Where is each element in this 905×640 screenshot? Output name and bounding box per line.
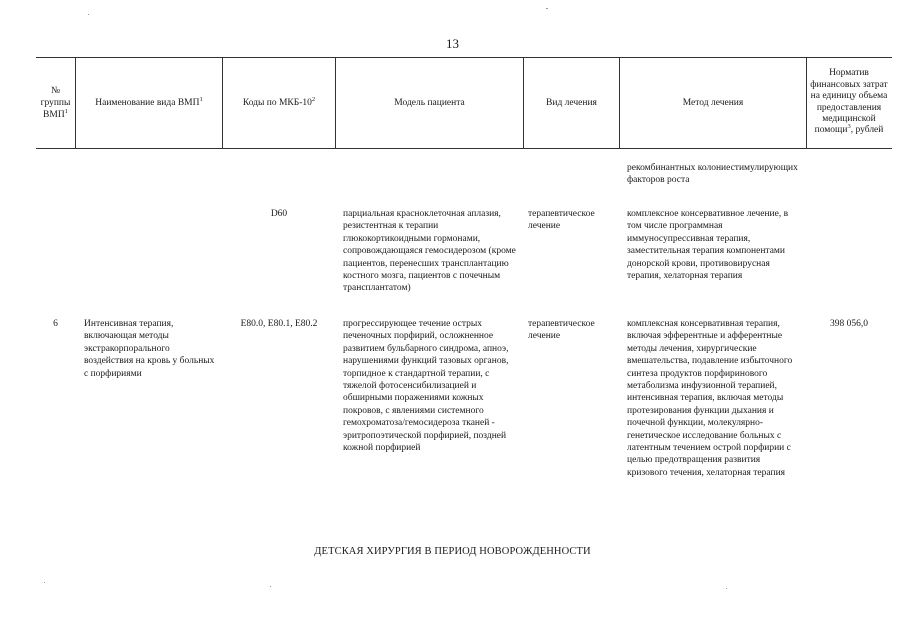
row-6-vmp-name: Интенсивная терапия, включающая методы экстракорпорального воздействия на кровь у больных с порфириями xyxy=(84,319,215,379)
section-title: ДЕТСКАЯ ХИРУРГИЯ В ПЕРИОД НОВОРОЖДЕННОСТИ xyxy=(314,546,591,557)
header-icd-codes: Коды по МКБ-$10^2$ xyxy=(242,95,316,108)
row-6-group-no: 6 xyxy=(53,319,58,329)
header-cost-norm: Норматив финансовых затрат на единицу объема предоставления медицинской помощи$^3$, рублей xyxy=(810,68,888,136)
row-d60-treatment-method: комплексное консервативное лечение, в том числе программная иммуносупрессивная терапия, заместительная терапия компонентами донорской крови, противовирусная терапия, хелаторная терапия xyxy=(627,209,789,282)
table-row-continued-method: рекомбинантных колониестимулирующих факторов роста xyxy=(627,163,798,186)
header-treatment-method: Метод лечения xyxy=(682,97,744,108)
table-header-bottom-rule xyxy=(36,148,892,149)
scan-speck xyxy=(44,582,45,583)
scan-speck xyxy=(726,588,727,589)
row-6-treatment-method: комплексная консервативная терапия, включая эфферентные и афферентные методы лечения, хирургические вмешательства, подавление избыточного синтеза продуктов порфиринового метаболизма инфузионной терапией, интенсивная терапия, включая методы протезирования функции дыхания и почечной функции, молекулярно-генетическое исследование больных с латентным течением острой порфирии с целью предотвращения развития кризового течения, хелаторная терапия xyxy=(627,319,793,478)
scan-speck xyxy=(270,586,271,587)
row-d60-code: D60 xyxy=(270,209,288,219)
row-6-treatment-type: терапевтическое лечение xyxy=(528,319,595,342)
scan-speck xyxy=(546,8,548,9)
row-d60-treatment-type: терапевтическое лечение xyxy=(528,209,595,232)
header-patient-model: Модель пациента xyxy=(394,97,465,108)
header-column-divider xyxy=(806,57,807,148)
header-vmp-name: Наименование вида ВМП$^1$ xyxy=(95,95,203,108)
row-d60-patient-model: парциальная красноклеточная аплазия, резистентная к терапии глюкокортикоидными гормонами, сопровождающаяся гемосидерозом (кроме пациентов, перенесших трансплантацию костного мозга, пациентов с почечным трансплантатом) xyxy=(343,209,516,294)
page-number: 13 xyxy=(446,36,459,51)
header-group-no: № группы ВМП$^1$ xyxy=(40,85,71,120)
row-6-patient-model: прогрессирующее течение острых печеночных порфирий, осложненное развитием бульбарного синдрома, апноэ, нарушениями функций тазовых органов, торпидное к стандартной терапии, с тяжелой фотосенсибилизацией и обширными поражениями кожных покровов, с явлениями системного гемохроматоза/гемосидероза тканей - эритропоэтической порфирией, поздней кожной порфирией xyxy=(343,319,509,454)
scan-speck xyxy=(88,14,89,15)
header-treatment-type: Вид лечения xyxy=(546,97,597,108)
row-6-cost: 398 056,0 xyxy=(830,319,868,329)
row-6-icd-codes: E80.0, E80.1, E80.2 xyxy=(240,319,318,329)
